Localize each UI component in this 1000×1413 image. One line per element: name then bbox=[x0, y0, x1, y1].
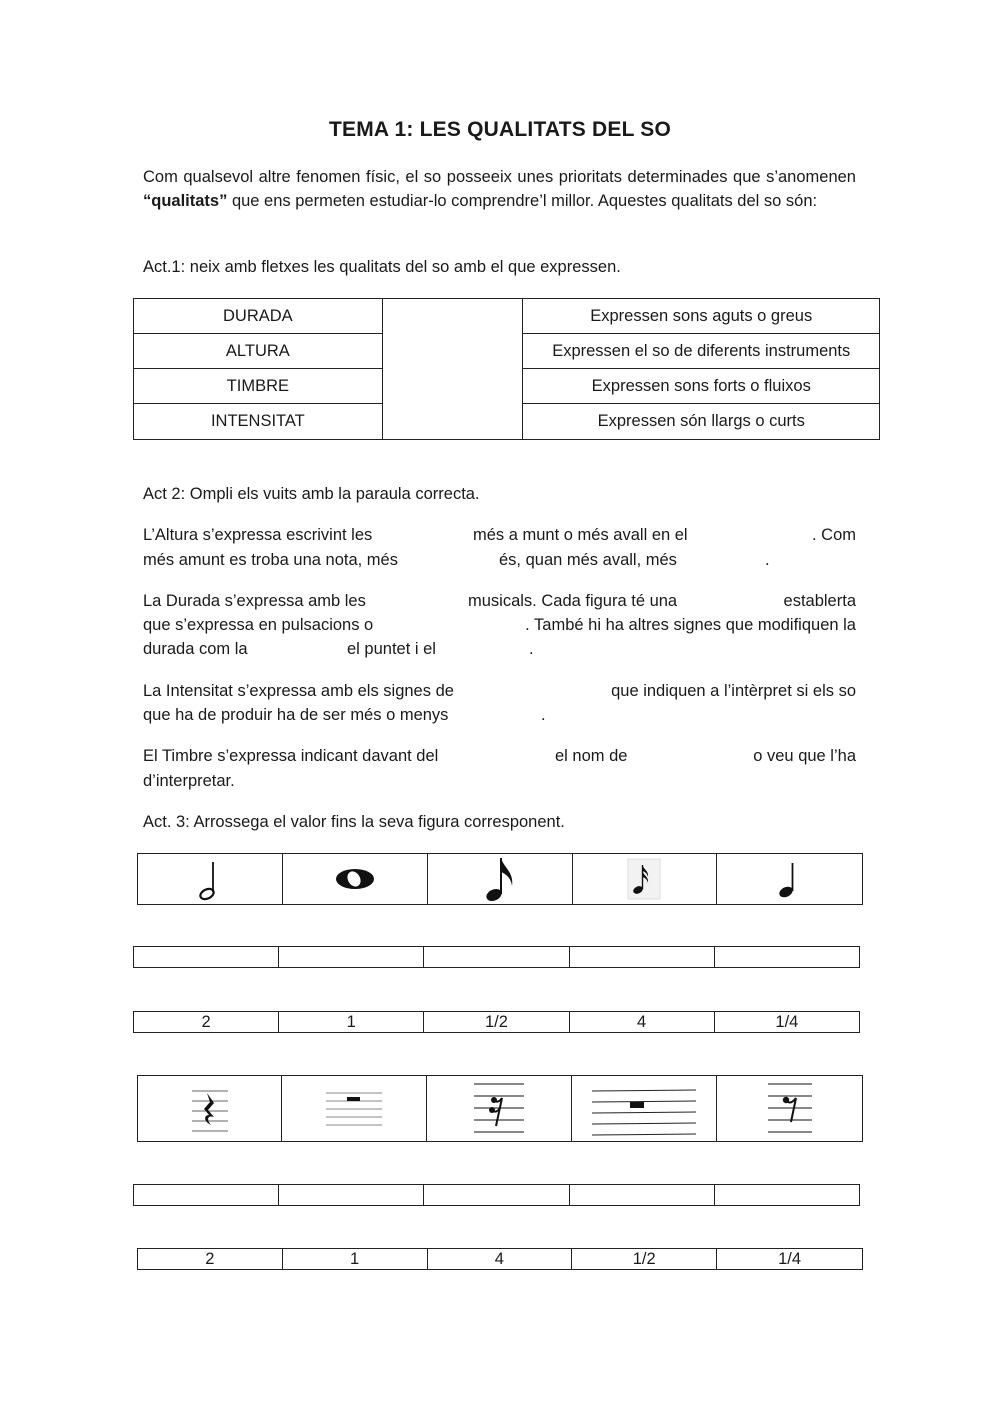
whole-note-icon bbox=[282, 854, 427, 905]
sixteenth-rest-icon bbox=[427, 1076, 572, 1142]
value-tile[interactable]: 2 bbox=[134, 1012, 279, 1033]
drop-cell[interactable] bbox=[279, 1185, 424, 1206]
page-title: TEMA 1: LES QUALITATS DEL SO bbox=[329, 118, 671, 141]
value-tile[interactable]: 1 bbox=[282, 1249, 427, 1270]
rests-figures-table bbox=[137, 1075, 863, 1142]
act2-instruction: Act 2: Ompli els vuits amb la paraula correcta. bbox=[143, 485, 480, 503]
arrow-area[interactable] bbox=[382, 299, 523, 440]
intensitat-line-1: La Intensitat s’expressa amb els signes de que indiquen a l’intèrpret si els so bbox=[143, 682, 856, 700]
durada-line-2: que s’expressa en pulsacions o . També hi ha altres signes que modifiquen la bbox=[143, 616, 856, 634]
drop-cell[interactable] bbox=[424, 947, 569, 968]
half-rest-icon bbox=[282, 1076, 427, 1142]
timbre-line-2: d’interpretar. bbox=[143, 772, 235, 790]
drop-cell[interactable] bbox=[134, 1185, 279, 1206]
durada-line-3: durada com la el puntet i el . bbox=[143, 640, 534, 658]
drop-cell[interactable] bbox=[424, 1185, 569, 1206]
notes-values-row bbox=[133, 1011, 860, 1033]
eighth-rest-icon bbox=[717, 1076, 863, 1142]
quality-cell[interactable]: INTENSITAT bbox=[134, 404, 383, 440]
value-tile[interactable]: 1/4 bbox=[717, 1249, 863, 1270]
quality-cell[interactable]: ALTURA bbox=[134, 334, 383, 369]
drop-cell[interactable] bbox=[279, 947, 424, 968]
value-tile[interactable]: 4 bbox=[569, 1012, 714, 1033]
drop-cell[interactable] bbox=[134, 947, 279, 968]
half-note-icon bbox=[138, 854, 283, 905]
value-tile[interactable]: 1 bbox=[279, 1012, 424, 1033]
act3-instruction: Act. 3: Arrossega el valor fins la seva figura corresponent. bbox=[143, 813, 565, 831]
rests-values-row bbox=[137, 1248, 863, 1270]
drop-cell[interactable] bbox=[714, 947, 859, 968]
durada-line-1: La Durada s’expressa amb les musicals. Cada figura té una establerta bbox=[143, 592, 856, 610]
value-tile[interactable]: 1/2 bbox=[572, 1249, 717, 1270]
drop-cell[interactable] bbox=[714, 1185, 859, 1206]
quality-cell[interactable]: DURADA bbox=[134, 299, 383, 334]
value-tile[interactable]: 1/4 bbox=[714, 1012, 859, 1033]
drop-cell[interactable] bbox=[569, 947, 714, 968]
description-cell[interactable]: Expressen sons aguts o greus bbox=[523, 299, 880, 334]
description-cell[interactable]: Expressen el so de diferents instruments bbox=[523, 334, 880, 369]
altura-line-1: L’Altura s’expressa escrivint les més a munt o més avall en el . Com bbox=[143, 526, 856, 544]
whole-rest-icon bbox=[571, 1076, 716, 1142]
value-tile[interactable]: 4 bbox=[427, 1249, 572, 1270]
drop-cell[interactable] bbox=[569, 1185, 714, 1206]
intensitat-line-2: que ha de produir ha de ser més o menys . bbox=[143, 706, 546, 724]
timbre-line-1: El Timbre s’expressa indicant davant del el nom de o veu que l’ha bbox=[143, 747, 856, 765]
quarter-note-icon bbox=[717, 854, 863, 905]
sixteenth-note-icon bbox=[572, 854, 717, 905]
description-cell[interactable]: Expressen són llargs o curts bbox=[523, 404, 880, 440]
altura-line-2: més amunt es troba una nota, més és, quan més avall, més . bbox=[143, 551, 770, 569]
quality-cell[interactable]: TIMBRE bbox=[134, 369, 383, 404]
intro-paragraph: Com qualsevol altre fenomen físic, el so posseeix unes prioritats determinades que s’anomenen “qualitats” que ens permeten estudiar-lo comprendre’l millor. Aquestes qualitats del so són: bbox=[143, 168, 856, 210]
act1-instruction: Act.1: neix amb fletxes les qualitats del so amb el que expressen. bbox=[143, 258, 621, 276]
value-tile[interactable]: 2 bbox=[138, 1249, 283, 1270]
quarter-rest-icon bbox=[138, 1076, 282, 1142]
notes-drop-row bbox=[133, 946, 860, 968]
act1-table bbox=[133, 298, 880, 440]
description-cell[interactable]: Expressen sons forts o fluixos bbox=[523, 369, 880, 404]
eighth-note-icon bbox=[427, 854, 572, 905]
rests-drop-row bbox=[133, 1184, 860, 1206]
notes-figures-table bbox=[137, 853, 863, 905]
value-tile[interactable]: 1/2 bbox=[424, 1012, 569, 1033]
